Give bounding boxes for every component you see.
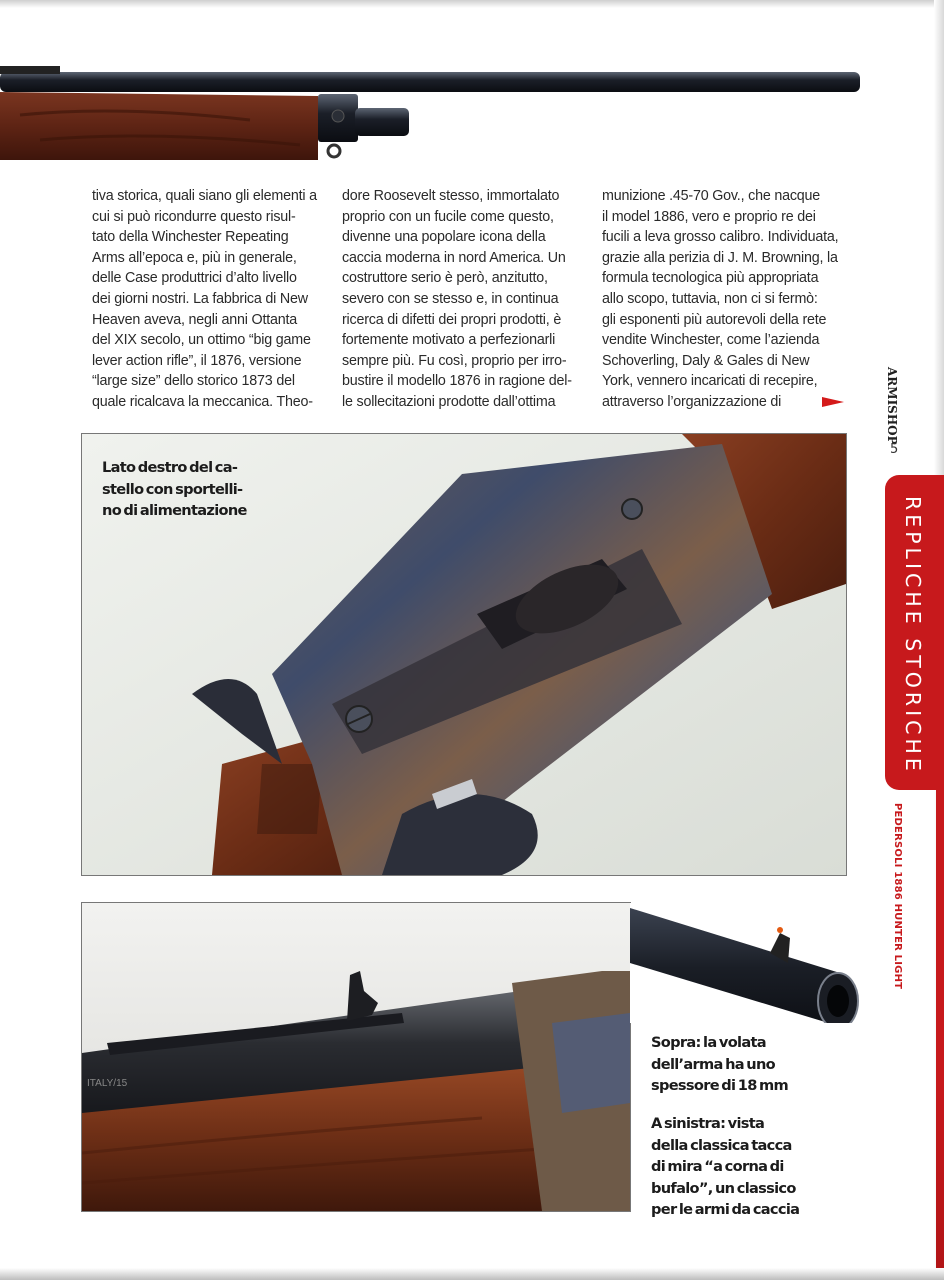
- caption-line: per le armi da caccia: [651, 1201, 800, 1218]
- caption-line: stello con sportelli-: [102, 480, 243, 498]
- text-line: munizione .45-70 Gov., che nacque: [602, 188, 821, 204]
- text-line: Heaven aveva, negli anni Ottanta: [92, 311, 298, 328]
- article-column-3: [602, 186, 862, 413]
- caption-line: della classica tacca: [651, 1136, 792, 1154]
- section-label: REPLICHE STORICHE: [901, 496, 925, 775]
- text-line: gli esponenti più autorevoli della rete: [602, 311, 827, 328]
- text-line: formula tecnologica più appropriata: [602, 270, 819, 287]
- caption-line: di mira “a corna di: [651, 1158, 784, 1175]
- text-line: fortemente motivato a perfezionarli: [342, 332, 556, 349]
- text-line: grazie alla perizia di J. M. Browning, la: [602, 249, 838, 266]
- text-line: “large size” dello storico 1873 del: [92, 373, 295, 390]
- text-line: tiva storica, quali siano gli elementi a: [92, 188, 317, 204]
- text-line: le sollecitazioni prodotte dall’ottima: [342, 393, 556, 410]
- muzzle-photo: [630, 903, 863, 1023]
- text-line: il model 1886, vero e proprio re dei: [602, 208, 816, 225]
- text-line: tato della Winchester Repeating: [92, 229, 289, 246]
- rear-sight-photo: [81, 902, 631, 1212]
- text-line: severo con se stesso e, in continua: [342, 290, 559, 307]
- page-edge-bottom: [0, 1268, 944, 1280]
- caption-line: A sinistra: vista: [651, 1115, 765, 1132]
- text-line: caccia moderna in nord America. Un: [342, 249, 566, 266]
- magazine-name: ARMISHOP: [885, 367, 899, 445]
- rifle-forend-photo: [0, 60, 870, 170]
- text-line: Arms all’epoca e, più in generale,: [92, 249, 297, 266]
- text-line: divenne una popolare icona della: [342, 229, 546, 246]
- caption-line: bufalo”, un classico: [651, 1179, 796, 1197]
- caption-line: no di alimentazione: [102, 502, 247, 519]
- text-line: bustire il modello 1876 in ragione del-: [342, 373, 572, 390]
- serial-stamp: ITALY/15: [87, 1078, 128, 1089]
- continued-arrow-icon: [822, 397, 844, 407]
- text-line: quale ricalcava la meccanica. Theo-: [92, 393, 313, 410]
- text-line: proprio con un fucile come questo,: [342, 208, 554, 225]
- article-column-2: [342, 186, 602, 413]
- caption-rear-sight: [651, 1113, 821, 1221]
- subsection-label: PEDERSOLI 1886 HUNTER LIGHT: [892, 803, 903, 990]
- text-line: dore Roosevelt stesso, immortalato: [342, 188, 560, 204]
- page-edge-red: [936, 790, 944, 1280]
- caption-line: Sopra: la volata: [651, 1034, 766, 1051]
- caption-line: dell’arma ha uno: [651, 1055, 775, 1073]
- text-line: del XIX secolo, un ottimo “big game: [92, 332, 311, 349]
- article-column-1: [92, 186, 352, 413]
- text-line: costruttore serio è però, anzitutto,: [342, 270, 548, 287]
- text-line: delle Case produttrici d’alto livello: [92, 270, 297, 287]
- page-number: 5: [890, 442, 899, 457]
- rear-sight-illustration: [82, 903, 630, 1211]
- caption-receiver: [102, 457, 272, 522]
- text-line: dei giorni nostri. La fabbrica di New: [92, 290, 308, 307]
- muzzle-illustration: [630, 903, 863, 1023]
- text-line: allo scopo, tuttavia, non ci si fermò:: [602, 290, 818, 307]
- caption-line: spessore di 18 mm: [651, 1077, 789, 1094]
- text-line: cui si può ricondurre questo risul-: [92, 208, 296, 225]
- caption-line: Lato destro del ca-: [102, 459, 238, 476]
- text-line: fucili a leva grosso calibro. Individuata,: [602, 229, 839, 246]
- text-line: vendite Winchester, come l’azienda: [602, 332, 820, 349]
- text-line: sempre più. Fu così, proprio per irro-: [342, 352, 567, 369]
- text-line: lever action rifle”, il 1876, versione: [92, 352, 302, 369]
- text-line: attraverso l’organizzazione di: [602, 393, 782, 410]
- text-line: ricerca di difetti dei propri prodotti, è: [342, 311, 562, 328]
- text-line: York, vennero incaricati di recepire,: [602, 373, 818, 390]
- text-line: Schoverling, Daly & Gales di New: [602, 352, 810, 369]
- caption-muzzle: [651, 1032, 811, 1097]
- page-edge-top: [0, 0, 944, 8]
